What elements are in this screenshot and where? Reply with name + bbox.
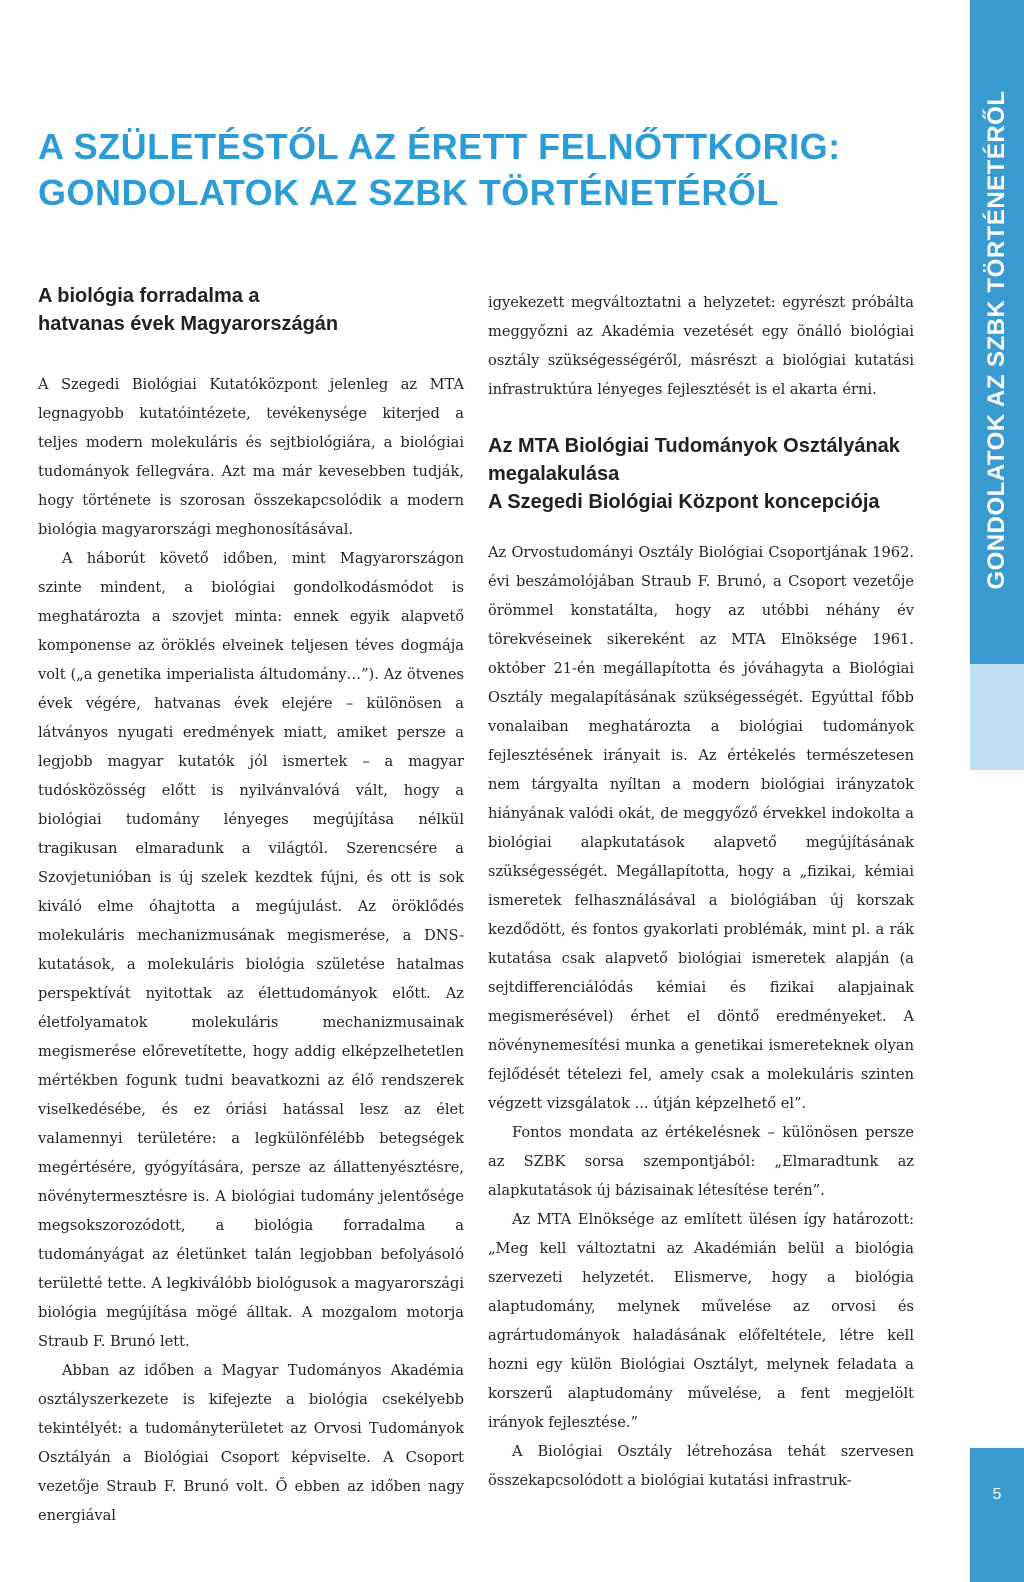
page-number: 5	[992, 1486, 1002, 1503]
heading-line: A biológia forradalma a	[38, 285, 260, 307]
paragraph: igyekezett megváltoztatni a helyzetet: egyrészt próbálta meggyőzni az Akadémia vezetését egy önálló biológiai osztály szükségességéről, másrészt a biológiai kutatási infrastruktúra lényeges fejlesztését is el akarta érni.	[488, 294, 914, 398]
heading-line: hatvanas évek Magyarországán	[38, 313, 339, 335]
paragraph: A háborút követő időben, mint Magyarországon szinte mindent, a biológiai gondolkodásmódot is meghatározta a szovjet minta: ennek egyik alapvető komponense az öröklés elveinek teljesen téves dogmája volt („a genetika imperialista áltudomány…”). Az ötvenes évek végére, hatvanas évek elejére – különösen a látványos nyugati eredmények miatt, amiket persze a legjobb magyar kutatók jól ismertek – a magyar tudósközösség előtt is nyilvánvalóvá vált, hogy a biológiai tudomány lényeges megújítása nélkül tragikusan elmaradunk a világtól. Szerencsére a Szovjetunióban is új szelek kezdtek fújni, és ott is sok kiváló elme óhajtotta a megújulást. Az öröklődés molekuláris mechanizmusának megismerése, a DNS-kutatások, a molekuláris biológia születése hatalmas perspektívát nyitottak az élettudományok előtt. Az életfolyamatok molekuláris mechanizmusainak megismerése előrevetítette, hogy addig elképzelhetetlen mértékben fogunk tudni beavatkozni az élő rendszerek viselkedésébe, és ez óriási hatással lesz az élet valamennyi területére: a legkülönfélébb betegségek megértésére, gyógyítására, persze az állattenyésztésre, növénytermesztésre is. A biológiai tudomány jelentősége megsokszorozódott, a biológia forradalma a tudományágat az életünket talán legjobban befolyásoló területté tette. A legkiválóbb biológusok a magyarországi biológia megújítása mögé álltak. A mozgalom motorja Straub F. Brunó lett.	[38, 550, 464, 1350]
page-number-tab	[970, 1448, 1024, 1582]
heading-line: Az MTA Biológiai Tudományok Osztályának	[488, 435, 900, 457]
section-heading-academy	[488, 432, 914, 516]
left-column	[38, 282, 464, 1530]
paragraph: Az Orvostudományi Osztály Biológiai Csoportjának 1962. évi beszámolójában Straub F. Brunó, a Csoport vezetője örömmel konstatálta, hogy az utóbbi néhány év törekvéseinek sikereként az MTA Elnöksége 1961. október 21-én megállapította és jóváhagyta a Biológiai Osztály megalapításának szükségességét. Egyúttal főbb vonalaiban meghatározta a biológiai tudományok fejlesztésének irányait is. Az értékelés természetesen nem tárgyalta nyíltan a modern biológiai irányzatok hiányának valódi okát, de meggyőző érvekkel indokolta a biológiai alapkutatások alapvető megújításának szükségességét. Megállapította, hogy a „fizikai, kémiai ismeretek felhasználásával a biológiában új korszak kezdődött, és fontos gyakorlati problémák, mint pl. a rák kutatása csak alapvető biológiai ismeretek alapján (a sejtdifferenciálódás kémiai és fizikai alapjainak megismerésével) érhet el döntő eredményeket. A növénynemesítési munka a genetikai ismereteknek olyan fejlődését tételezi fel, amely csak a molekuláris szinten végzett vizsgálatok ... útján képzelhető el”.	[488, 544, 914, 1112]
heading-line: A Szegedi Biológiai Központ koncepciója	[488, 491, 880, 513]
section-heading-revolution	[38, 282, 464, 338]
title-line-2: GONDOLATOK AZ SZBK TÖRTÉNETÉRŐL	[38, 172, 779, 213]
heading-line: megalakulása	[488, 463, 620, 485]
side-tab-accent	[970, 664, 1024, 770]
page-title	[38, 124, 918, 216]
side-tab-label: GONDOLATOK AZ SZBK TÖRTÉNETÉRŐL	[983, 90, 1010, 590]
paragraph: A Szegedi Biológiai Kutatóközpont jelenleg az MTA legnagyobb kutatóintézete, tevékenysége kiterjed a teljes modern molekuláris és sejtbiológiára, a biológiai tudományok fellegvára. Azt ma már kevesebben tudják, hogy története is szorosan összekapcsolódik a modern biológia magyarországi meghonosításával.	[38, 376, 464, 538]
title-line-1: A SZÜLETÉSTŐL AZ ÉRETT FELNŐTTKORIG:	[38, 126, 841, 167]
paragraph: A Biológiai Osztály létrehozása tehát szervesen összekapcsolódott a biológiai kutatási infrastruk-	[488, 1443, 914, 1489]
paragraph: Fontos mondata az értékelésnek – különösen persze az SZBK sorsa szempontjából: „Elmaradtunk az alapkutatások új bázisainak létesítése terén”.	[488, 1124, 914, 1199]
paragraph: Abban az időben a Magyar Tudományos Akadémia osztályszerkezete is kifejezte a biológia csekélyebb tekintélyét: a tudományterületet az Orvosi Tudományok Osztályán a Biológiai Csoport képviselte. A Csoport vezetője Straub F. Brunó volt. Ő ebben az időben nagy energiával	[38, 1362, 464, 1524]
right-column	[488, 288, 914, 1495]
paragraph: Az MTA Elnöksége az említett ülésen így határozott: „Meg kell változtatni az Akadémián belül a biológia szervezeti helyzetét. Elismerve, hogy a biológia alaptudomány, melynek művelése az orvosi és agrártudományok haladásának előfeltétele, létre kell hozni egy külön Biológiai Osztályt, melynek feladata a korszerű alaptudomány művelése, a fent megjelölt irányok fejlesztése.”	[488, 1211, 914, 1431]
